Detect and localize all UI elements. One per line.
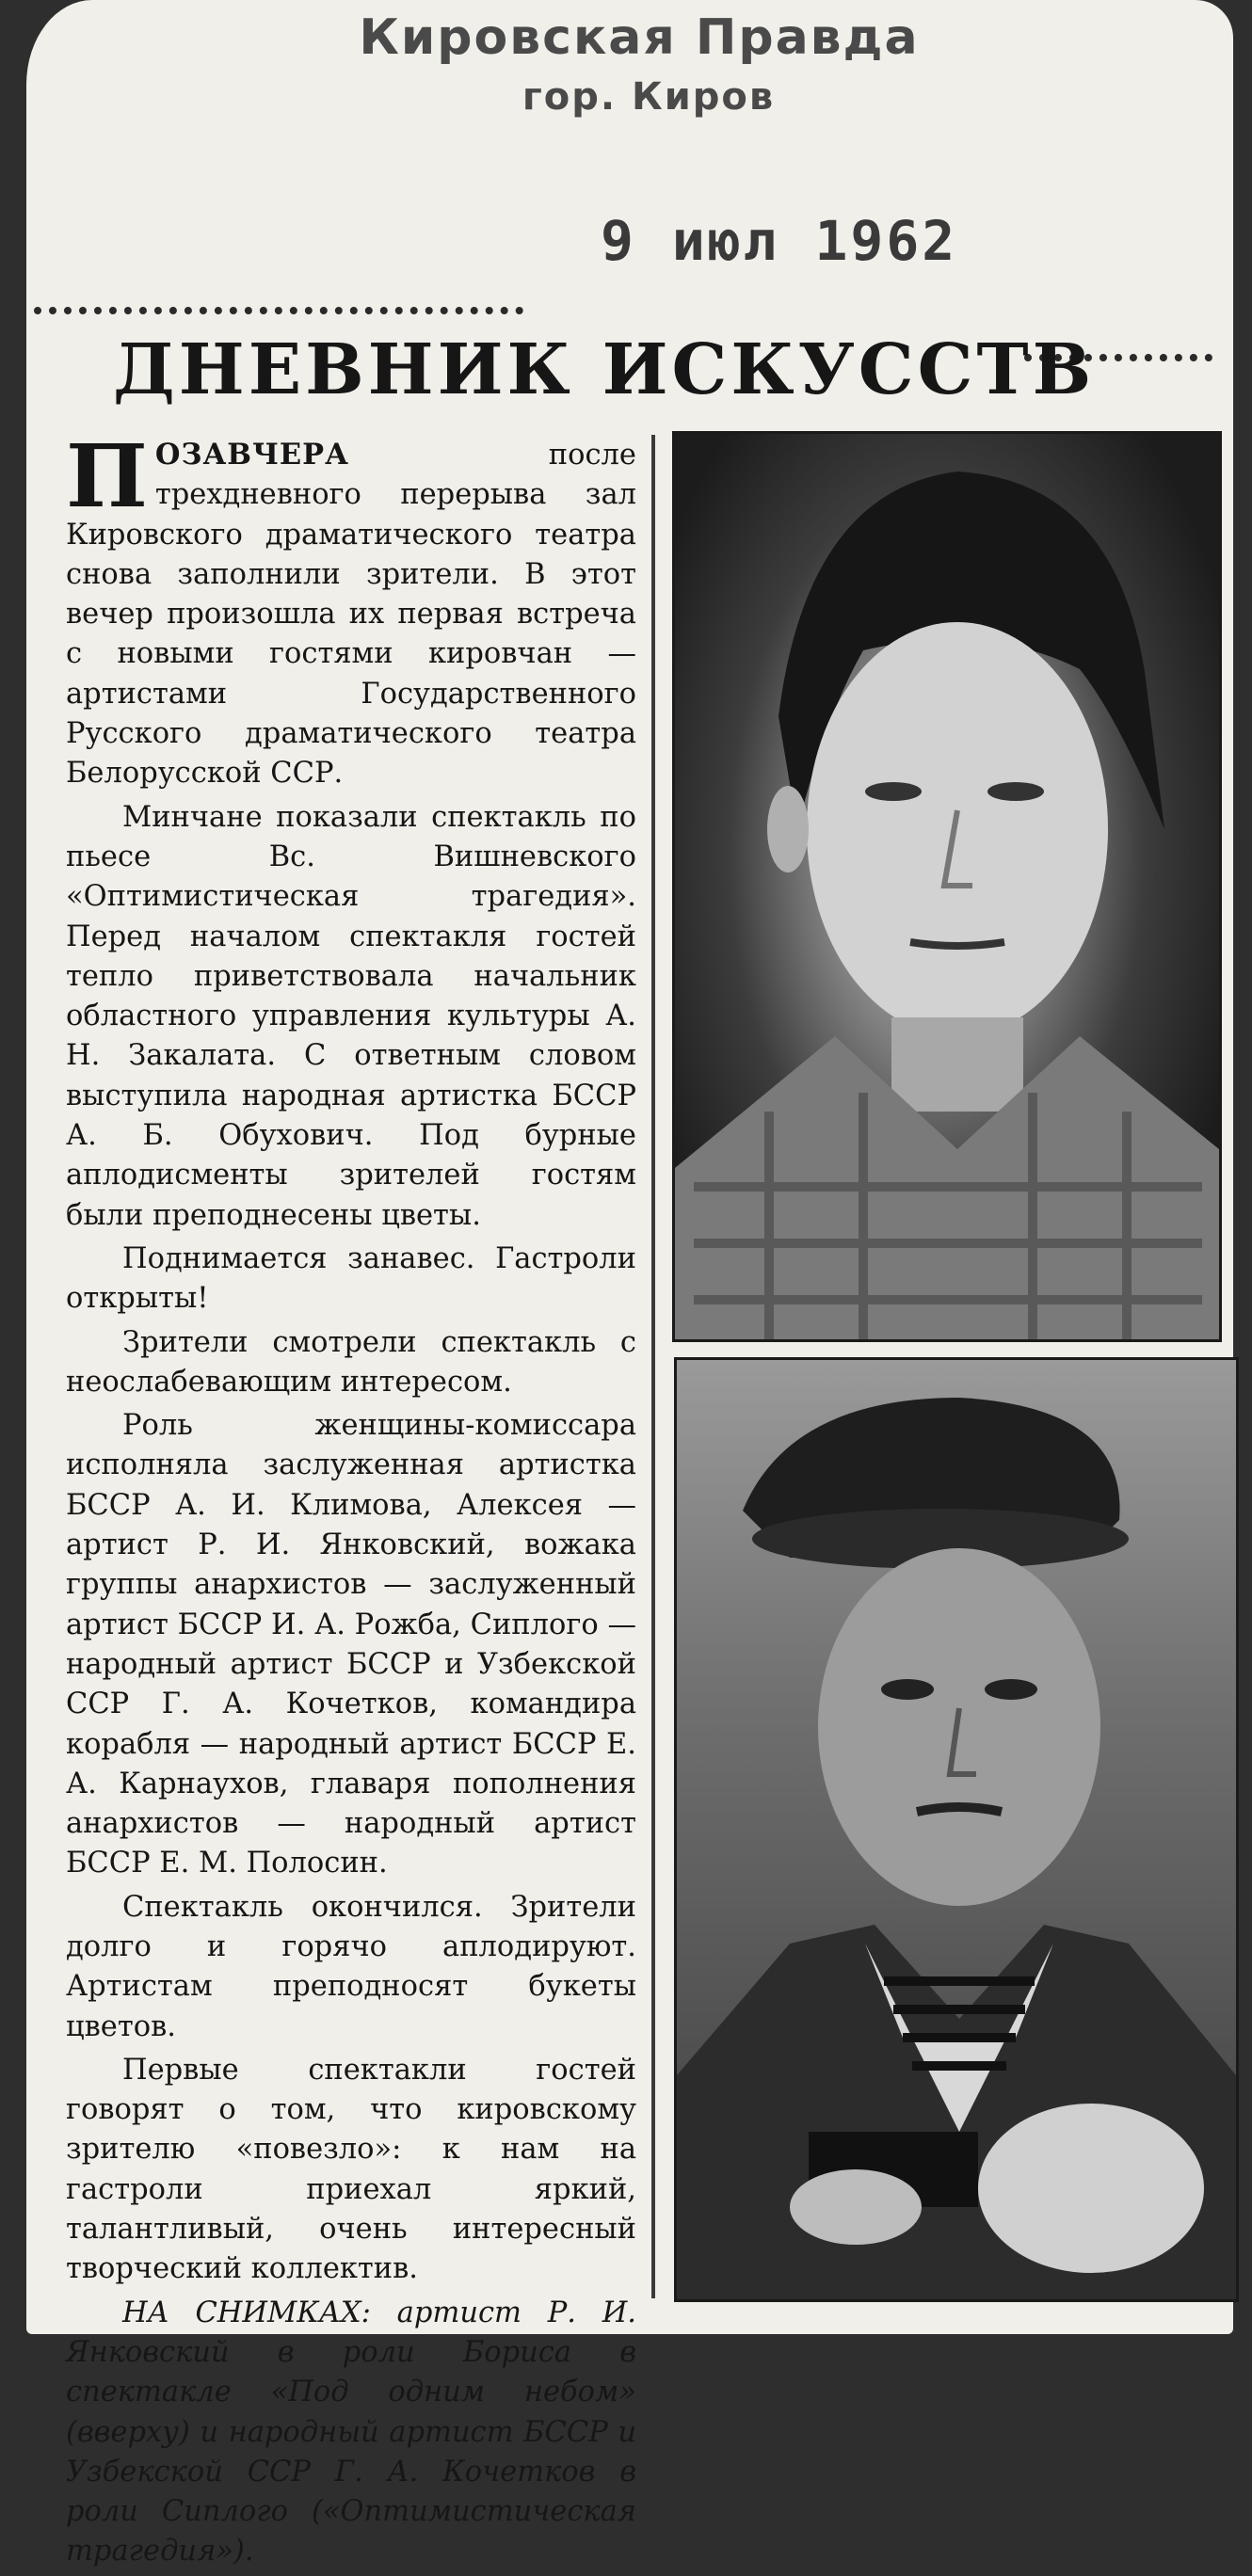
article-paragraph: Спектакль окончился. Зрители долго и горячо аплодируют. Артистам преподносят букеты цветов.	[66, 1890, 636, 2043]
photo-caption	[66, 2294, 636, 2572]
date-stamp: 9 июл 1962	[601, 209, 958, 273]
portrait-photo-icon	[677, 1360, 1236, 2299]
portrait-photo-top	[672, 431, 1222, 1342]
article-paragraph: Первые спектакли гостей говорят о том, что кировскому зрителю «повезло»: к нам на гастроли приехал яркий, талантливый, очень интересный творческий коллектив.	[66, 2053, 636, 2286]
article-paragraph: Поднимается занавес. Гастроли открыты!	[66, 1241, 636, 1316]
drop-cap: П	[66, 425, 148, 527]
article-paragraph: Роль женщины-комиссара исполняла заслуженная артистка БССР А. И. Климова, Алексея — артист Р. И. Янковский, вожака группы анархистов — заслуженный артист БССР И. А. Рожба, Сиплого — народный артист БССР и Узбекской ССР Г. А. Кочетков, командира корабля — народный артист БССР Е. А. Карнаухов, главаря пополнения анархистов — народный артист БССР Е. М. Полосин.	[66, 1409, 636, 1880]
dotted-rule-left	[34, 307, 523, 314]
newspaper-title: Кировская Правда	[359, 9, 920, 66]
column-divider	[651, 435, 655, 2298]
newspaper-clipping	[26, 0, 1233, 2568]
article-body	[66, 425, 636, 2576]
caption-label: НА СНИМКАХ:	[122, 2296, 371, 2329]
portrait-photo-bottom	[674, 1357, 1239, 2302]
article-paragraph: Минчане показали спектакль по пьесе Вс. Вишневского «Оптимистическая трагедия». Перед началом спектакля гостей тепло приветствовала начальник областного управления культуры А. Н. Закалата. С ответным словом выступила народная артистка БССР А. Б. Обухович. Под бурные аплодисменты зрителей гостям были преподнесены цветы.	[66, 800, 636, 1232]
article-paragraph: Зрители смотрели спектакль с неослабевающим интересом.	[66, 1325, 636, 1399]
newspaper-city: гор. Киров	[522, 75, 776, 119]
portrait-photo-icon	[675, 434, 1219, 1339]
caption-text: артист Р. И. Янковский в роли Бориса в спектакле «Под одним небом» (вверху) и народный артист БССР и Узбекской ССР Г. А. Кочетков в роли Сиплого («Оптимистическая трагедия»).	[66, 2296, 636, 2568]
lead-paragraph-text: после трехдневного перерыва зал Кировского драматического театра снова заполнили зрители. В этот вечер произошла их первая встреча с новыми гостями кировчан — артистами Государственного Русского драматического театра Белорусской ССР.	[66, 439, 636, 791]
article-paragraph-lead	[66, 425, 636, 794]
lead-word: ОЗАВЧЕРА	[154, 438, 349, 472]
article-headline: ДНЕВНИК ИСКУССТВ	[113, 329, 1096, 410]
